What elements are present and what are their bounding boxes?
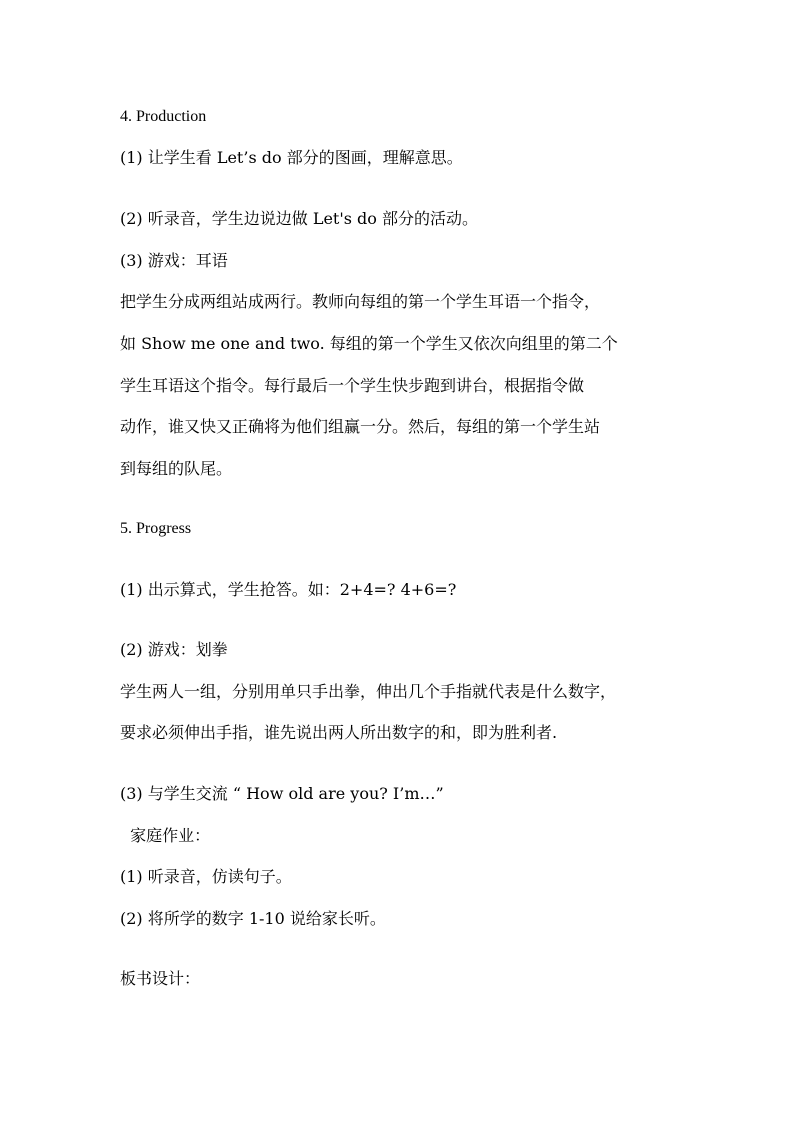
production-heading: 4. Production [120, 108, 207, 125]
whisper-game-line-4: 动作，谁又快又正确将为他们组赢一分。然后，每组的第一个学生站 [120, 417, 601, 436]
whisper-game-line-2: 如 Show me one and two. 每组的第一个学生又依次向组里的第二个 [120, 334, 618, 353]
whisper-game-line-5: 到每组的队尾。 [120, 459, 233, 478]
production-item-2: (2) 听录音，学生边说边做 Let's do 部分的活动。 [120, 209, 479, 228]
whisper-game-line-1: 把学生分成两组站成两行。教师向每组的第一个学生耳语一个指令， [120, 292, 601, 311]
production-item-1: (1) 让学生看 Let’s do 部分的图画，理解意思。 [120, 148, 463, 167]
homework-heading: 家庭作业： [120, 826, 211, 845]
homework-item-2: (2) 将所学的数字 1-10 说给家长听。 [120, 909, 386, 928]
finger-game-line-1: 学生两人一组，分别用单只手出拳，伸出几个手指就代表是什么数字， [120, 682, 617, 701]
whisper-game-line-3: 学生耳语这个指令。每行最后一个学生快步跑到讲台，根据指令做 [120, 376, 585, 395]
progress-item-1: (1) 出示算式，学生抢答。如：2+4=? 4+6=? [120, 580, 457, 599]
finger-game-line-2: 要求必须伸出手指，谁先说出两人所出数字的和，即为胜利者. [120, 723, 558, 742]
homework-item-1: (1) 听录音，仿读句子。 [120, 867, 292, 886]
production-item-3: (3) 游戏：耳语 [120, 251, 228, 270]
progress-heading: 5. Progress [120, 520, 192, 537]
progress-item-2: (2) 游戏：划拳 [120, 640, 228, 659]
progress-item-3: (3) 与学生交流 “ How old are you? I’m…” [120, 784, 444, 803]
board-design-heading: 板书设计： [120, 969, 201, 988]
